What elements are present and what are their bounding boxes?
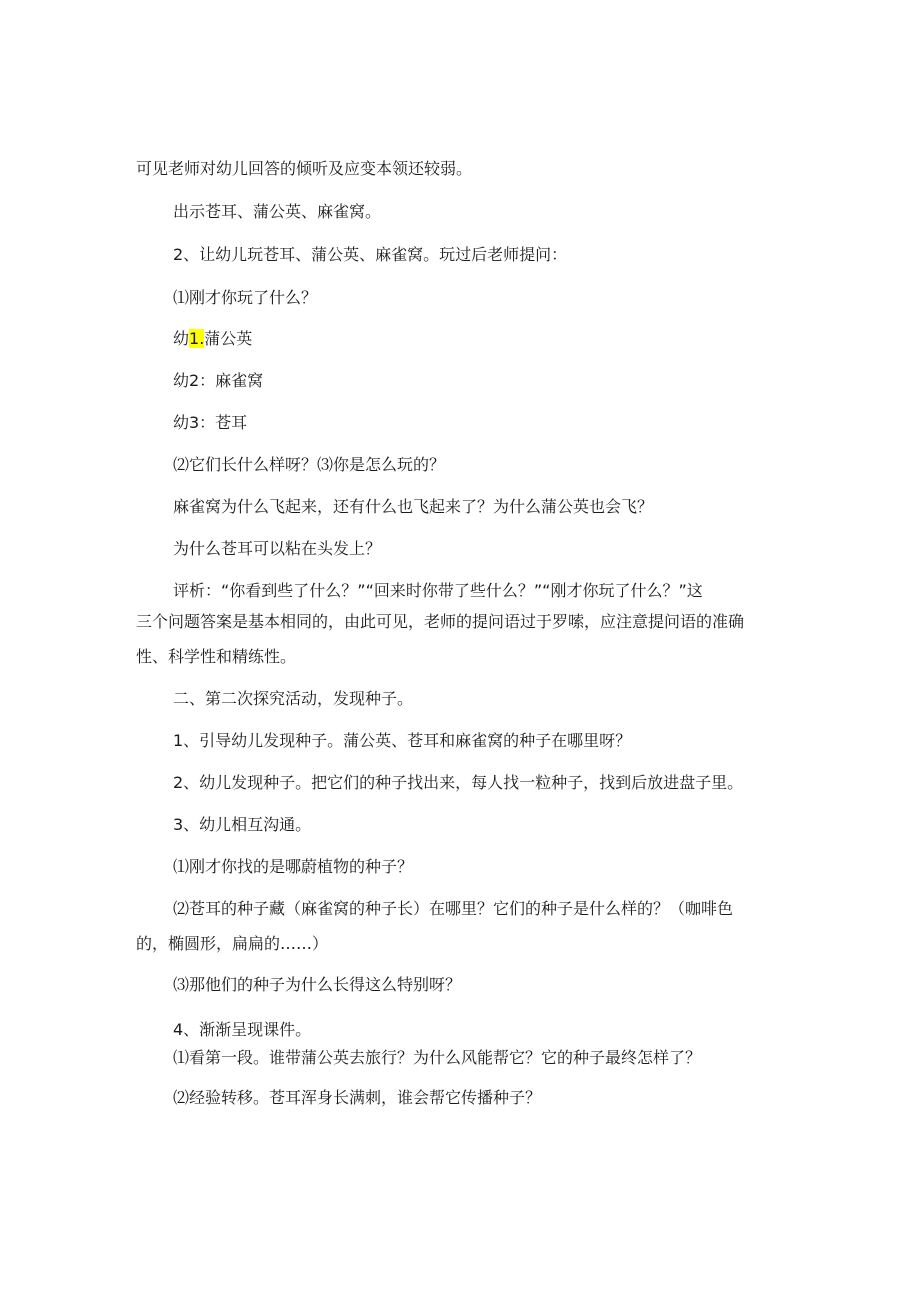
answer-text: 蒲公英 <box>204 329 253 348</box>
paragraph-line: 可见老师对幼儿回答的倾听及应变本领还较弱。 <box>136 159 473 178</box>
paragraph-line: 为什么苍耳可以粘在头发上？ <box>173 539 382 558</box>
paragraph-line: 幼3：苍耳 <box>173 413 248 432</box>
paragraph-line: ⑴刚才你找的是哪蔚植物的种子？ <box>173 857 414 876</box>
highlighted-text: 1. <box>189 329 205 348</box>
paragraph-line: 出示苍耳、蒲公英、麻雀窝。 <box>173 202 382 221</box>
paragraph-line: 评析：“你看到些了什么？”“回来时你带了些什么？”“刚才你玩了什么？”这 <box>173 581 703 600</box>
paragraph-line: 麻雀窝为什么飞起来，还有什么也飞起来了？为什么蒲公英也会飞？ <box>173 497 654 516</box>
paragraph-line: ⑵它们长什么样呀？⑶你是怎么玩的？ <box>173 455 446 474</box>
paragraph-line: ⑵苍耳的种子藏（麻雀窝的种子长）在哪里？它们的种子是什么样的？（咖啡色 <box>173 899 734 918</box>
paragraph-line: 性、科学性和精练性。 <box>136 647 297 666</box>
paragraph-line: 幼2：麻雀窝 <box>173 371 264 390</box>
highlighted-answer-line <box>173 329 252 349</box>
paragraph-line: ⑵经验转移。苍耳浑身长满刺，谁会帮它传播种子？ <box>173 1088 542 1107</box>
paragraph-line: 3、幼儿相互沟通。 <box>173 815 312 834</box>
paragraph-line: ⑶那他们的种子为什么长得这么特别呀？ <box>173 975 462 994</box>
paragraph-line: 2、让幼儿玩苍耳、蒲公英、麻雀窝。玩过后老师提问： <box>173 245 568 264</box>
paragraph-line: 2、幼儿发现种子。把它们的种子找出来，每人找一粒种子，找到后放进盘子里。 <box>173 773 744 792</box>
section-heading: 二、第二次探究活动，发现种子。 <box>173 689 414 708</box>
paragraph-line: 的，椭圆形，扁扁的……） <box>136 934 329 953</box>
answer-prefix: 幼 <box>173 329 190 348</box>
paragraph-line: ⑴看第一段。谁带蒲公英去旅行？为什么风能帮它？它的种子最终怎样了？ <box>173 1048 702 1067</box>
paragraph-line: 1、引导幼儿发现种子。蒲公英、苍耳和麻雀窝的种子在哪里呀？ <box>173 731 632 750</box>
paragraph-line: 4、渐渐呈现课件。 <box>173 1020 312 1039</box>
paragraph-line: ⑴刚才你玩了什么？ <box>173 288 318 307</box>
paragraph-line: 三个问题答案是基本相同的，由此可见，老师的提问语过于罗嗦，应注意提问语的准确 <box>136 612 745 631</box>
